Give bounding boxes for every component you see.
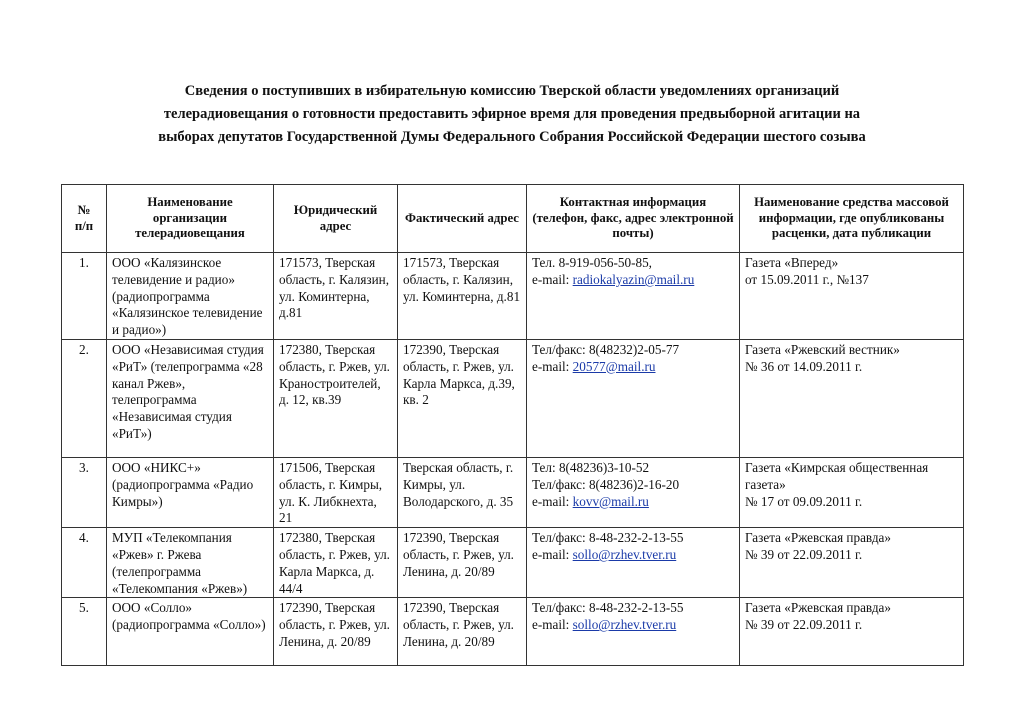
header-contact: Контактная информация (телефон, факс, адрес электронной почты) (527, 185, 740, 253)
row-org: ООО «НИКС+» (радиопрограмма «Радио Кимры») (107, 457, 274, 527)
header-org: Наименование организации телерадиовещания (107, 185, 274, 253)
email-label: e-mail: (532, 617, 573, 633)
row-actual-address: Тверская область, г. Кимры, ул. Володарского, д. 35 (398, 457, 527, 527)
row-actual-address: 172390, Тверская область, г. Ржев, ул. Ленина, д. 20/89 (398, 528, 527, 598)
row-media: Газета «Ржевская правда» № 39 от 22.09.2011 г. (740, 598, 964, 666)
email-link[interactable]: sollo@rzhev.tver.ru (572, 617, 677, 633)
row-legal-address: 171506, Тверская область, г. Кимры, ул. К. Либкнехта, 21 (274, 457, 398, 527)
email-link[interactable]: sollo@rzhev.tver.ru (572, 546, 677, 562)
table-header-row (62, 185, 964, 253)
row-media: Газета «Кимрская общественная газета» № 17 от 09.09.2011 г. (740, 457, 964, 527)
broadcasters-table (61, 184, 964, 666)
row-legal-address: 172390, Тверская область, г. Ржев, ул. Ленина, д. 20/89 (274, 598, 398, 666)
table-row (62, 598, 964, 666)
row-media: Газета «Вперед» от 15.09.2011 г., №137 (740, 253, 964, 340)
title-line: Сведения о поступивших в избирательную комиссию Тверской области уведомлениях организаций (184, 83, 840, 99)
email-label: e-mail: (532, 493, 573, 509)
row-num: 2. (62, 339, 107, 457)
row-num: 4. (62, 528, 107, 598)
header-num: № п/п (62, 185, 107, 253)
row-media: Газета «Ржевская правда» № 39 от 22.09.2011 г. (740, 528, 964, 598)
contact-phone: Тел/факс: 8(48232)2-05-77 (532, 341, 680, 357)
row-contact (527, 339, 740, 457)
row-contact (527, 253, 740, 340)
title-line: выборах депутатов Государственной Думы Федерального Собрания Российской Федерации шестого созыва (158, 129, 866, 145)
contact-phone: Тел. 8-919-056-50-85, (532, 255, 652, 270)
row-org: ООО «Солло» (радиопрограмма «Солло») (107, 598, 274, 666)
header-media: Наименование средства массовой информации, где опубликованы расценки, дата публикации (740, 185, 964, 253)
row-org: ООО «Калязинское телевидение и радио» (радиопрограмма «Калязинское телевидение и радио») (107, 253, 274, 340)
row-num: 5. (62, 598, 107, 666)
email-label: e-mail: (532, 358, 573, 374)
row-org: МУП «Телекомпания «Ржев» г. Ржева (телепрограмма «Телекомпания «Ржев») (107, 528, 274, 598)
title-line: телерадиовещания о готовности предоставить эфирное время для проведения предвыборной агитации на (163, 106, 861, 122)
email-label: e-mail: (532, 271, 573, 287)
email-label: e-mail: (532, 546, 573, 562)
row-org: ООО «Независимая студия «РиТ» (телепрограмма «28 канал Ржев», телепрограмма «Независимая студия «РиТ») (107, 339, 274, 457)
table-row (62, 339, 964, 457)
row-contact (527, 528, 740, 598)
row-num: 1. (62, 253, 107, 340)
row-media: Газета «Ржевский вестник» № 36 от 14.09.2011 г. (740, 339, 964, 457)
row-contact (527, 598, 740, 666)
header-legal-address: Юридический адрес (274, 185, 398, 253)
email-link[interactable]: kovv@mail.ru (572, 493, 649, 509)
table-row (62, 528, 964, 598)
row-num: 3. (62, 457, 107, 527)
email-link[interactable]: radiokalyazin@mail.ru (572, 271, 695, 287)
row-actual-address: 171573, Тверская область, г. Калязин, ул. Коминтерна, д.81 (398, 253, 527, 340)
row-legal-address: 172380, Тверская область, г. Ржев, ул. Карла Маркса, д. 44/4 (274, 528, 398, 598)
contact-phone: Тел/факс: 8-48-232-2-13-55 (532, 530, 684, 546)
header-actual-address: Фактический адрес (398, 185, 527, 253)
row-legal-address: 171573, Тверская область, г. Калязин, ул. Коминтерна, д.81 (274, 253, 398, 340)
email-link[interactable]: 20577@mail.ru (572, 358, 656, 374)
row-legal-address: 172380, Тверская область, г. Ржев, ул. Краностроителей, д. 12, кв.39 (274, 339, 398, 457)
row-actual-address: 172390, Тверская область, г. Ржев, ул. Карла Маркса, д.39, кв. 2 (398, 339, 527, 457)
row-contact (527, 457, 740, 527)
table-row (62, 253, 964, 340)
row-actual-address: 172390, Тверская область, г. Ржев, ул. Ленина, д. 20/89 (398, 598, 527, 666)
document-title (60, 80, 964, 149)
contact-phone: Тел: 8(48236)3-10-52 Тел/факс: 8(48236)2-16-20 (532, 459, 680, 492)
contact-phone: Тел/факс: 8-48-232-2-13-55 (532, 600, 684, 616)
table-row (62, 457, 964, 527)
